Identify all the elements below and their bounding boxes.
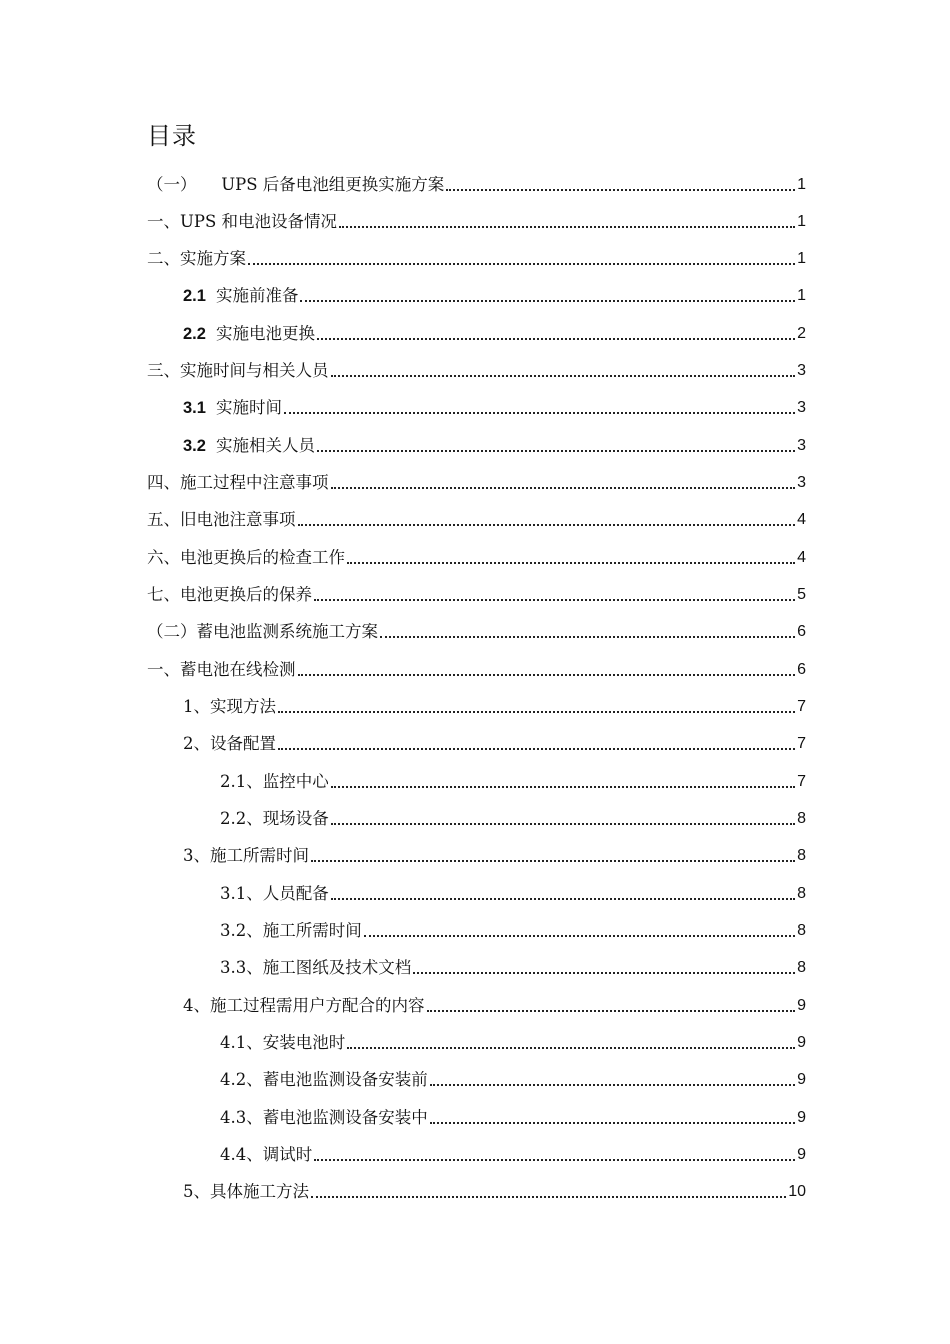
toc-entry[interactable] [147, 207, 806, 233]
toc-leader-dots [347, 1047, 795, 1049]
toc-leader-dots [298, 524, 796, 526]
toc-leader-dots [331, 375, 796, 377]
toc-page-number: 6 [797, 623, 806, 640]
toc-leader-dots [446, 189, 795, 191]
toc-entry-number: 3.1 [183, 399, 206, 417]
toc-entry[interactable] [183, 991, 806, 1017]
toc-page-number: 1 [797, 250, 806, 267]
toc-entry[interactable] [220, 879, 806, 905]
toc-entry[interactable] [220, 953, 806, 979]
toc-entry-label: 5、具体施工方法 [183, 1182, 309, 1201]
toc-leader-dots [278, 748, 795, 750]
toc-leader-dots [300, 300, 795, 302]
toc-page-number: 1 [797, 287, 806, 304]
toc-entry-label: 4、施工过程需用户方配合的内容 [183, 996, 425, 1015]
toc-entry-number: 2.2 [183, 325, 206, 343]
toc-entry[interactable] [147, 170, 806, 196]
toc-leader-dots [314, 1159, 795, 1161]
toc-entry-label: （一） UPS 后备电池组更换实施方案 [147, 175, 445, 194]
toc-leader-dots [248, 263, 795, 265]
toc-entry-label: 五、旧电池注意事项 [147, 510, 296, 529]
toc-entry-label: 2.1、监控中心 [220, 772, 329, 791]
toc-entry[interactable] [147, 356, 806, 382]
toc-entry[interactable] [147, 655, 806, 681]
toc-leader-dots [331, 823, 795, 825]
toc-leader-dots [430, 1122, 795, 1124]
toc-leader-dots [364, 935, 795, 937]
toc-title: 目录 [147, 122, 197, 150]
toc-entry-label: 七、电池更换后的保养 [147, 585, 312, 604]
toc-page-number: 2 [797, 325, 806, 342]
toc-page-number: 9 [797, 1146, 806, 1163]
toc-leader-dots [331, 487, 796, 489]
toc-entry-label: 六、电池更换后的检查工作 [147, 548, 345, 567]
toc-page-number: 8 [797, 922, 806, 939]
toc-entry-label: 4.3、蓄电池监测设备安装中 [220, 1108, 428, 1127]
toc-leader-dots [413, 972, 795, 974]
toc-entry-number: 2.1 [183, 287, 206, 305]
toc-entry[interactable] [147, 244, 806, 270]
toc-entry[interactable] [183, 1177, 806, 1203]
toc-page-number: 8 [797, 847, 806, 864]
toc-page-number: 9 [797, 1071, 806, 1088]
toc-entry-label: 4.2、蓄电池监测设备安装前 [220, 1070, 428, 1089]
toc-entry-label: 二、实施方案 [147, 249, 246, 268]
toc-entry[interactable] [183, 841, 806, 867]
toc-leader-dots [311, 1196, 786, 1198]
toc-entry[interactable] [147, 543, 806, 569]
toc-leader-dots [311, 860, 795, 862]
toc-page-number: 8 [797, 810, 806, 827]
toc-page-number: 7 [797, 773, 806, 790]
toc-entry-label: 四、施工过程中注意事项 [147, 473, 329, 492]
toc-entry-label: （二）蓄电池监测系统施工方案 [147, 622, 378, 641]
toc-entry[interactable] [147, 505, 806, 531]
toc-page-number: 4 [797, 511, 806, 528]
toc-entry-label: 3、施工所需时间 [183, 846, 309, 865]
toc-page-number: 9 [797, 1109, 806, 1126]
toc-entry[interactable] [183, 692, 806, 718]
toc-entry[interactable] [220, 1103, 806, 1129]
toc-entry-label: 3.2、施工所需时间 [220, 921, 362, 940]
toc-page-number: 6 [797, 661, 806, 678]
toc-entry[interactable] [220, 916, 806, 942]
toc-entry-label: 实施时间 [215, 398, 282, 417]
toc-entry[interactable] [220, 1028, 806, 1054]
toc-entry-label: 实施相关人员 [215, 436, 315, 455]
toc-entry[interactable] [183, 729, 806, 755]
toc-page-number: 8 [797, 885, 806, 902]
toc-leader-dots [427, 1010, 796, 1012]
toc-leader-dots [317, 338, 795, 340]
toc-leader-dots [331, 786, 795, 788]
toc-entry-label: 1、实现方法 [183, 697, 276, 716]
toc-leader-dots [314, 599, 795, 601]
toc-leader-dots [380, 636, 795, 638]
toc-page-number: 9 [797, 1034, 806, 1051]
toc-entry-label: 实施电池更换 [215, 324, 315, 343]
toc-entry-label: 一、蓄电池在线检测 [147, 660, 296, 679]
toc-leader-dots [278, 711, 795, 713]
toc-page-number: 1 [797, 213, 806, 230]
toc-page-number: 4 [797, 549, 806, 566]
toc-entry-label: 4.4、调试时 [220, 1145, 313, 1164]
toc-page-number: 1 [797, 176, 806, 193]
toc-page-number: 3 [797, 399, 806, 416]
toc-page-number: 7 [797, 735, 806, 752]
toc-entry[interactable] [183, 431, 806, 457]
toc-entry[interactable] [183, 281, 806, 307]
toc-entry[interactable] [220, 1065, 806, 1091]
toc-leader-dots [347, 562, 795, 564]
toc-page-number: 3 [797, 362, 806, 379]
toc-entry[interactable] [220, 1140, 806, 1166]
toc-entry-label: 2、设备配置 [183, 734, 276, 753]
toc-leader-dots [430, 1084, 795, 1086]
toc-entry-label: 3.1、人员配备 [220, 884, 329, 903]
toc-entry[interactable] [220, 804, 806, 830]
toc-entry-label: 三、实施时间与相关人员 [147, 361, 329, 380]
toc-entry-number: 3.2 [183, 437, 206, 455]
toc-entry[interactable] [183, 319, 806, 345]
toc-entry[interactable] [147, 617, 806, 643]
toc-entry-label: 3.3、施工图纸及技术文档 [220, 958, 412, 977]
toc-entry-label: 实施前准备 [215, 286, 299, 305]
toc-leader-dots [331, 898, 795, 900]
toc-page-number: 5 [797, 586, 806, 603]
toc-entry[interactable] [183, 393, 806, 419]
toc-page-number: 9 [797, 997, 806, 1014]
toc-entry[interactable] [220, 767, 806, 793]
toc-page-number: 3 [797, 437, 806, 454]
toc-entry[interactable] [147, 468, 806, 494]
toc-page-number: 8 [797, 959, 806, 976]
toc-leader-dots [298, 674, 796, 676]
toc-page-number: 7 [797, 698, 806, 715]
toc-entry-label: 一、UPS 和电池设备情况 [147, 212, 338, 231]
toc-page-number: 3 [797, 474, 806, 491]
toc-leader-dots [284, 412, 795, 414]
toc-page-number: 10 [788, 1183, 806, 1200]
toc-entry[interactable] [147, 580, 806, 606]
toc-entry-label: 4.1、安装电池时 [220, 1033, 346, 1052]
toc-leader-dots [317, 450, 795, 452]
toc-leader-dots [339, 226, 795, 228]
toc-entry-label: 2.2、现场设备 [220, 809, 329, 828]
